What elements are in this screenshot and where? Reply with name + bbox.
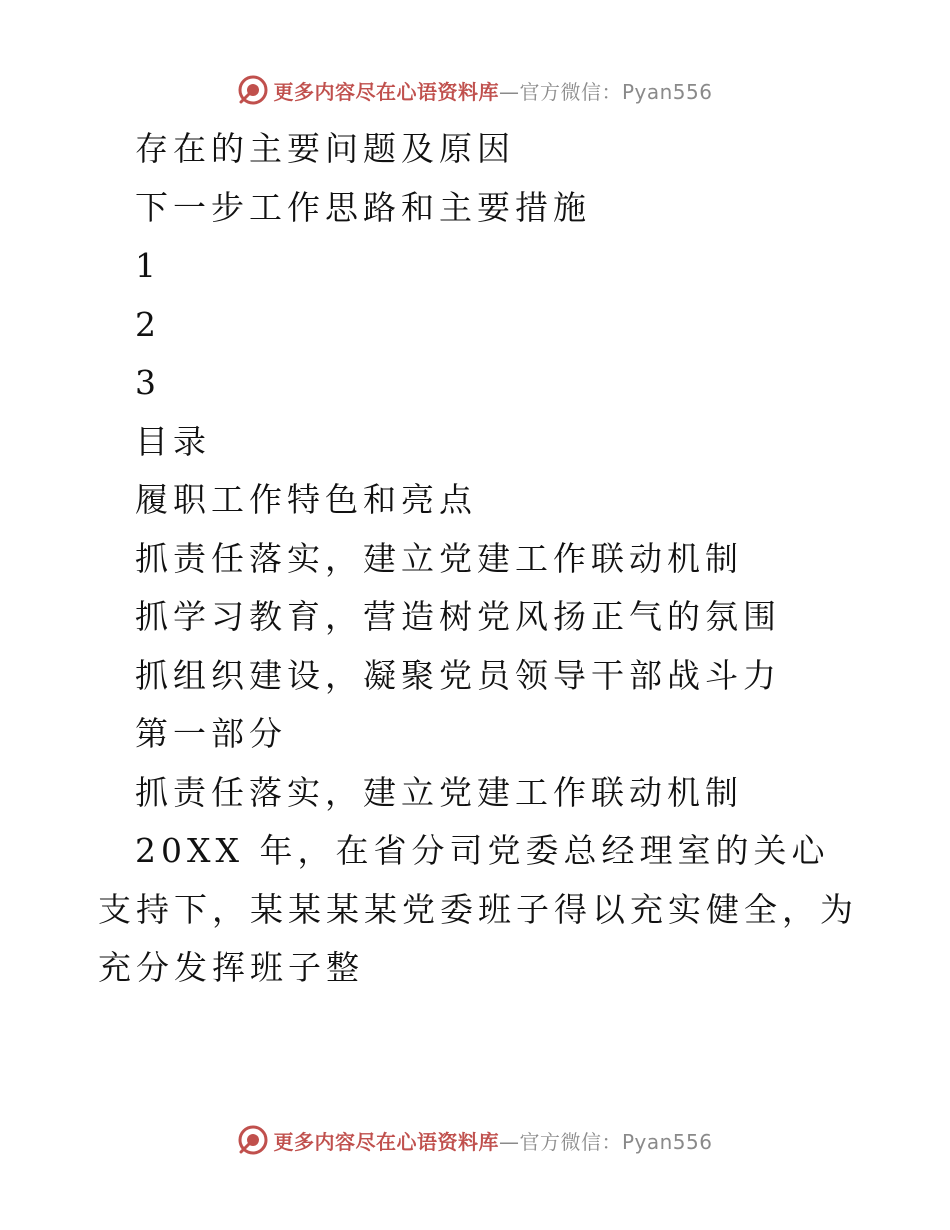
- watermark-contact: —官方微信：Pyan556: [498, 79, 713, 104]
- pen-logo-icon: [237, 74, 269, 106]
- watermark-brand: 更多内容尽在心语资料库: [273, 1129, 499, 1154]
- body-paragraph: 20XX 年，在省分司党委总经理室的关心支持下，某某某某党委班子得以充实健全，为充分发挥班子整: [98, 831, 858, 987]
- watermark-text: [273, 76, 712, 105]
- text-line: 抓组织建设，凝聚党员领导干部战斗力: [135, 655, 781, 695]
- text-line: 2: [135, 304, 161, 344]
- watermark-contact: —官方微信：Pyan556: [498, 1129, 713, 1154]
- watermark-text: [273, 1126, 712, 1155]
- section-heading-part-one: 第一部分: [135, 714, 287, 753]
- footer-watermark: [0, 1120, 950, 1160]
- watermark-brand: 更多内容尽在心语资料库: [273, 79, 499, 104]
- text-line: 存在的主要问题及原因: [135, 129, 515, 168]
- pen-logo-icon: [237, 1124, 269, 1156]
- section-heading-contents: 目录: [135, 421, 211, 461]
- text-line: 抓责任落实，建立党建工作联动机制: [135, 772, 743, 812]
- text-line: 抓责任落实，建立党建工作联动机制: [135, 538, 743, 578]
- text-line: 3: [135, 363, 161, 402]
- text-line: 履职工作特色和亮点: [135, 480, 477, 519]
- text-line: 1: [135, 246, 161, 285]
- text-line: 下一步工作思路和主要措施: [135, 187, 591, 227]
- document-body: [0, 120, 950, 998]
- header-watermark: [0, 70, 950, 110]
- text-line: 抓学习教育，营造树党风扬正气的氛围: [135, 597, 781, 636]
